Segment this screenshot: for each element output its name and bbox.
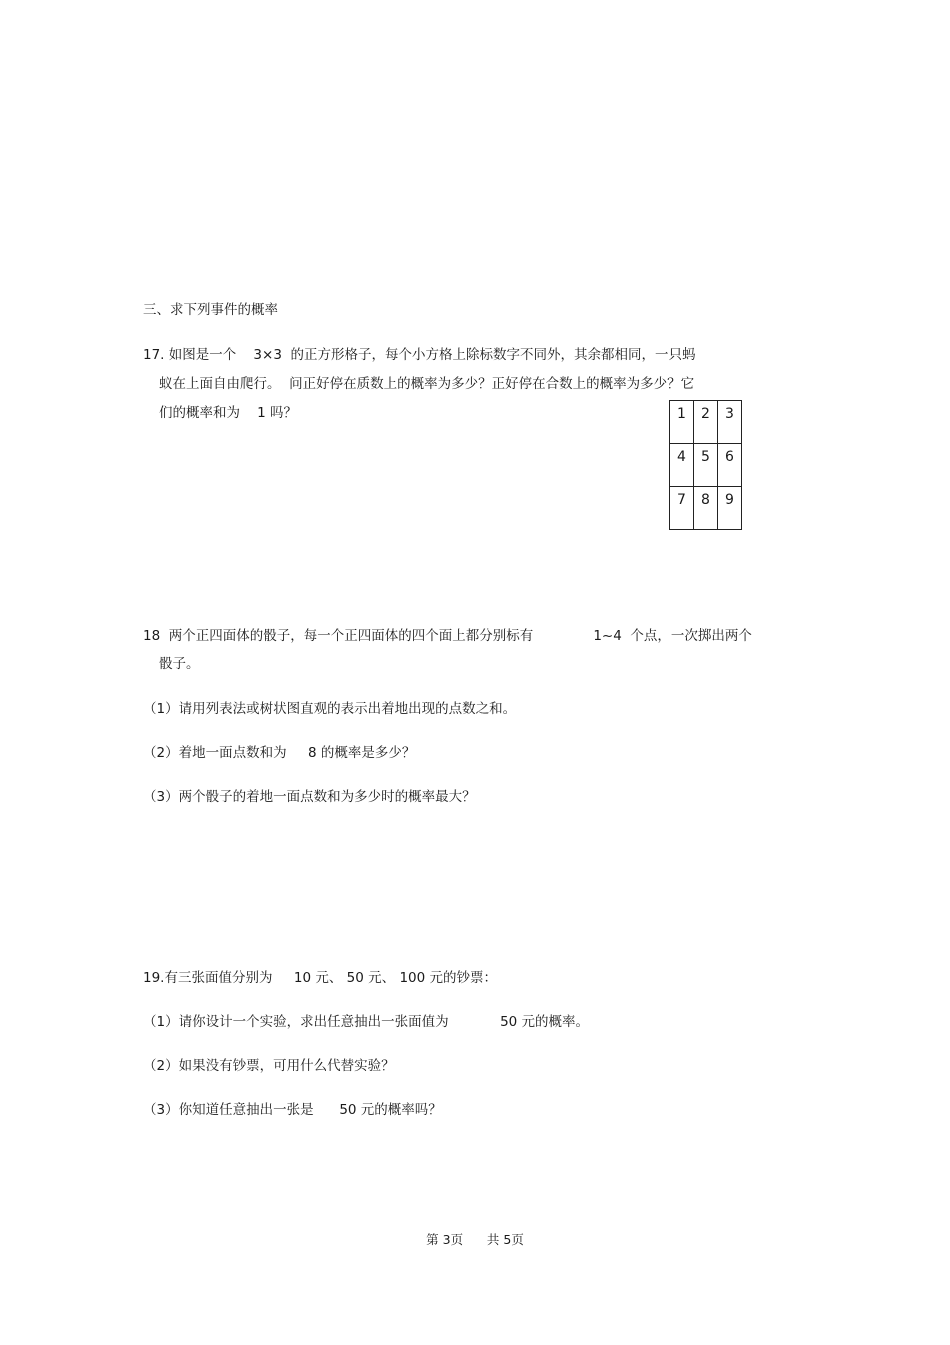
grid-cell: 5	[694, 444, 718, 487]
question-17-line-1: 17. 如图是一个 3×3 的正方形格子，每个小方格上除标数字不同外，其余都相同，一只蚂	[143, 347, 696, 363]
question-17-line-3: 们的概率和为 1 吗？	[159, 405, 298, 421]
question-19-sub-1: （1）请你设计一个实验，求出任意抽出一张面值为 50 元的概率。	[143, 1014, 590, 1030]
question-18-sub-3: （3）两个骰子的着地一面点数和为多少时的概率最大？	[143, 789, 476, 805]
grid-cell: 1	[670, 401, 694, 444]
page-footer: 第 3页 共 5页	[426, 1232, 524, 1247]
question-19-sub-3: （3）你知道任意抽出一张是 50 元的概率吗？	[143, 1102, 442, 1118]
grid-cell: 9	[718, 487, 742, 530]
grid-cell: 6	[718, 444, 742, 487]
question-19-sub-2: （2）如果没有钞票，可用什么代替实验？	[143, 1058, 395, 1074]
question-18-sub-2: （2）着地一面点数和为 8 的概率是多少？	[143, 745, 416, 761]
question-19-line-1: 19.有三张面值分别为 10 元、 50 元、 100 元的钞票：	[143, 970, 498, 986]
question-18-sub-1: （1）请用列表法或树状图直观的表示出着地出现的点数之和。	[143, 701, 517, 717]
grid-row	[670, 444, 742, 487]
question-18-line-2: 骰子。	[159, 656, 200, 672]
grid-row	[670, 401, 742, 444]
grid-cell: 7	[670, 487, 694, 530]
question-17-line-2: 蚁在上面自由爬行。 问正好停在质数上的概率为多少？正好停在合数上的概率为多少？它	[159, 376, 695, 392]
number-grid	[669, 400, 742, 530]
grid-cell: 2	[694, 401, 718, 444]
section-heading: 三、求下列事件的概率	[143, 302, 278, 318]
question-18-line-1: 18 两个正四面体的骰子，每一个正四面体的四个面上都分别标有 1~4 个点，一次掷出两个	[143, 628, 752, 644]
grid-cell: 8	[694, 487, 718, 530]
grid-cell: 3	[718, 401, 742, 444]
grid-row	[670, 487, 742, 530]
grid-cell: 4	[670, 444, 694, 487]
